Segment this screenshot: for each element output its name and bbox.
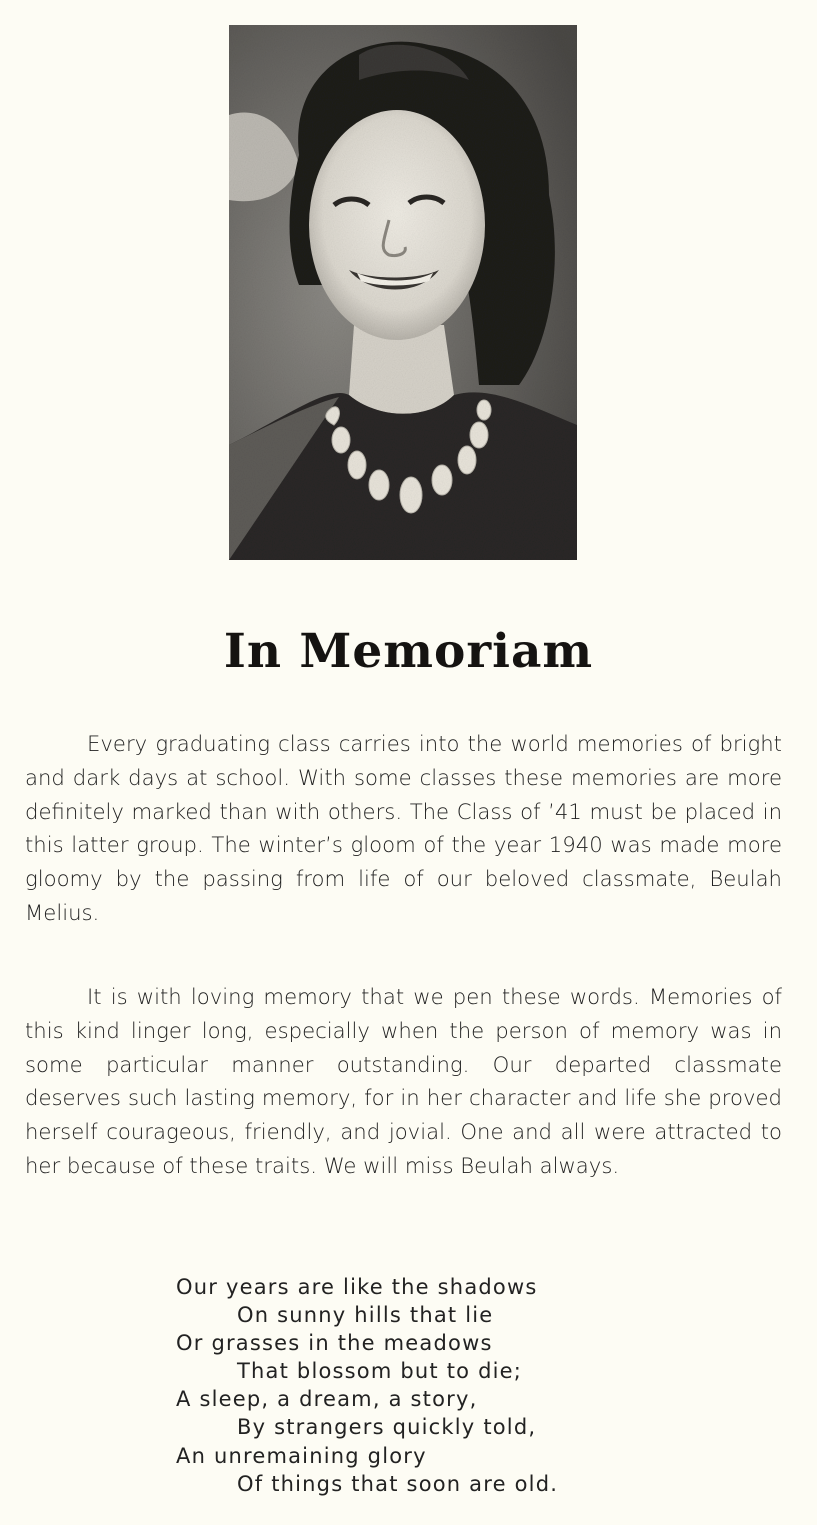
page-title: In Memoriam	[223, 624, 594, 679]
poem-line: By strangers quickly told,	[237, 1415, 537, 1440]
poem-line: On sunny hills that lie	[237, 1303, 494, 1328]
poem-line: Our years are like the shadows	[176, 1275, 538, 1299]
poem-line: A sleep, a dream, a story,	[176, 1387, 478, 1412]
poem	[176, 1273, 558, 1498]
poem-line: Or grasses in the meadows	[176, 1331, 493, 1356]
poem-line: That blossom but to die;	[237, 1359, 523, 1384]
paragraph-2: It is with loving memory that we pen these words. Memories of this kind linger long, especially when the person of memory was in some particular manner outstanding. Our departed classmate deserves such lasting memory, for in her character and life she proved herself courageous, friendly, and jovial. One and all were attracted to her because of these traits. We will miss Beulah always.	[25, 984, 782, 1178]
portrait-photo	[229, 25, 577, 560]
poem-line: Of things that soon are old.	[237, 1471, 559, 1496]
poem-line: An unremaining glory	[176, 1443, 427, 1468]
portrait-image	[229, 25, 577, 560]
paragraph-1: Every graduating class carries into the world memories of bright and dark days at school. With some classes these memories are more definitely marked than with others. The Class of ’41 must be placed in this latter group. The winter’s gloom of the year 1940 was made more gloomy by the passing from life of our beloved classmate, Beulah Melius.	[25, 731, 782, 925]
